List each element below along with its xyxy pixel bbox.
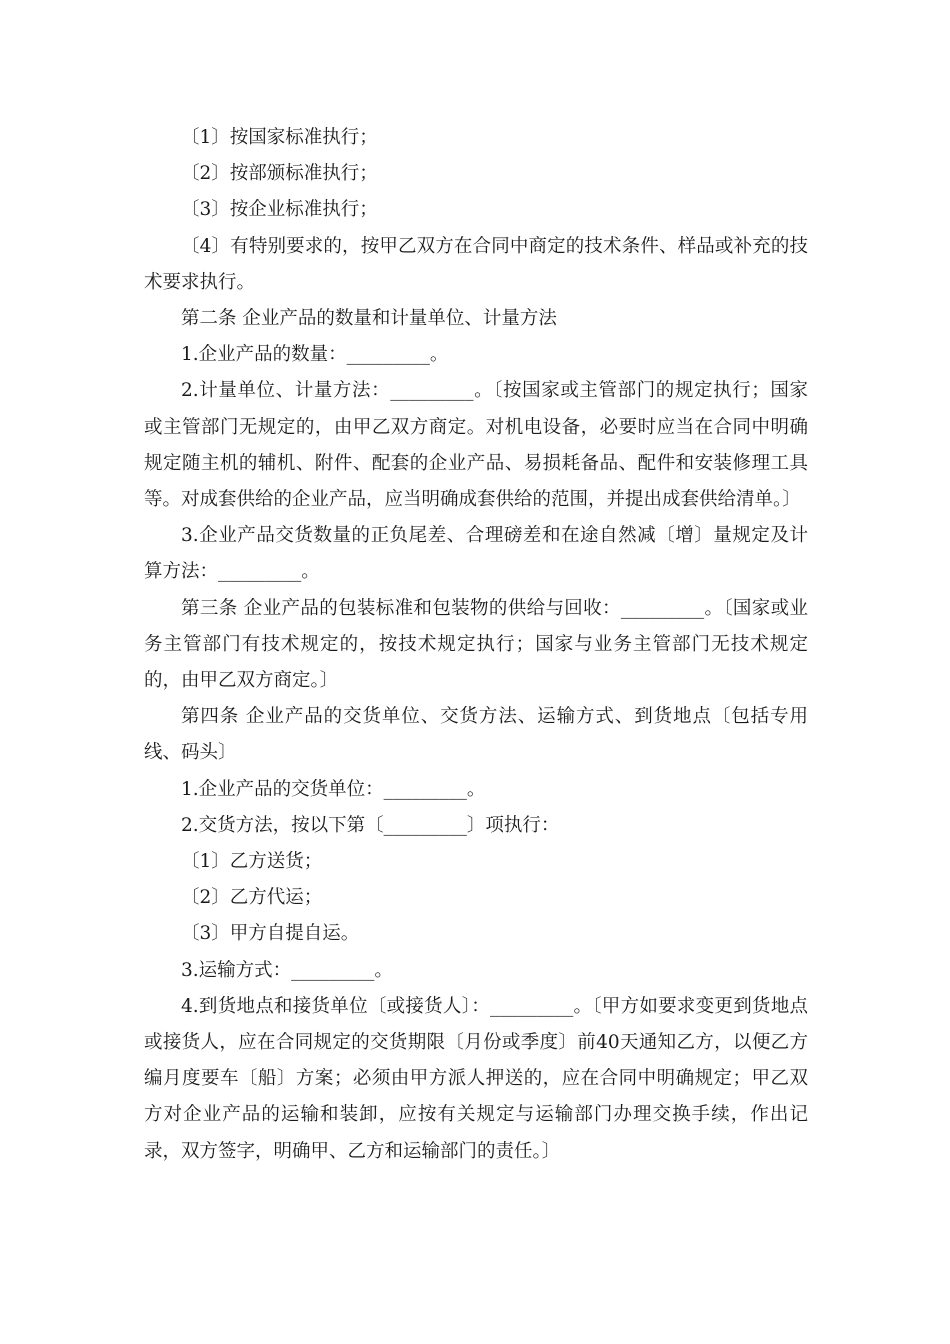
- article-heading-quantity: 第二条 企业产品的数量和计量单位、计量方法: [181, 308, 557, 330]
- clause-item-seller-ships: 〔2〕乙方代运；: [181, 887, 323, 909]
- article-heading-delivery: 第四条 企业产品的交货单位、交货方法、运输方式、到货地点〔包括专用线、码头〕: [144, 706, 808, 764]
- clause-item-national-standard: 〔1〕按国家标准执行；: [181, 127, 378, 148]
- clause-destination: 4.到货地点和接货单位〔或接货人〕：_________。〔甲方如要求变更到货地点或接货人，应在合同规定的交货期限〔月份或季度〕前40天通知乙方，以便乙方编月度要车〔船〕方案；必须由甲方派人押送的，应在合同中明确规定；甲乙双方对企业产品的运输和装卸，应按有关规定与运输部门办理交换手续，作出记录，双方签字，明确甲、乙方和运输部门的责任。〕: [144, 995, 808, 1162]
- document-body: [144, 120, 808, 1170]
- clause-delivery-method: 2.交货方法，按以下第〔_________〕项执行：: [181, 814, 560, 836]
- clause-item-enterprise-standard: 〔3〕按企业标准执行；: [181, 199, 378, 221]
- clause-item-seller-delivers: 〔1〕乙方送货；: [181, 851, 323, 873]
- clause-product-quantity: 1.企业产品的数量：_________。: [181, 344, 449, 366]
- clause-item-special-requirements: 〔4〕有特别要求的，按甲乙双方在合同中商定的技术条件、样品或补充的技术要求执行。: [144, 235, 808, 293]
- clause-transport-mode: 3.运输方式：_________。: [181, 959, 393, 981]
- clause-measurement-method: 2.计量单位、计量方法：_________。〔按国家或主管部门的规定执行；国家或主管部门无规定的，由甲乙双方商定。对机电设备，必要时应当在合同中明确规定随主机的辅机、附件、配套的企业产品、易损耗备品、配件和安装修理工具等。对成套供给的企业产品，应当明确成套供给的范围，并提出成套供给清单。〕: [144, 380, 808, 511]
- clause-delivery-unit: 1.企业产品的交货单位：_________。: [181, 778, 486, 800]
- article-packaging: 第三条 企业产品的包装标准和包装物的供给与回收：_________。〔国家或业务主管部门有技术规定的，按技术规定执行；国家与业务主管部门无技术规定的，由甲乙双方商定。〕: [144, 597, 808, 692]
- clause-item-buyer-pickup: 〔3〕甲方自提自运。: [181, 923, 360, 945]
- clause-tolerance: 3.企业产品交货数量的正负尾差、合理磅差和在途自然减〔增〕量规定及计算方法：_________。: [144, 525, 808, 583]
- clause-item-ministry-standard: 〔2〕按部颁标准执行；: [181, 163, 378, 185]
